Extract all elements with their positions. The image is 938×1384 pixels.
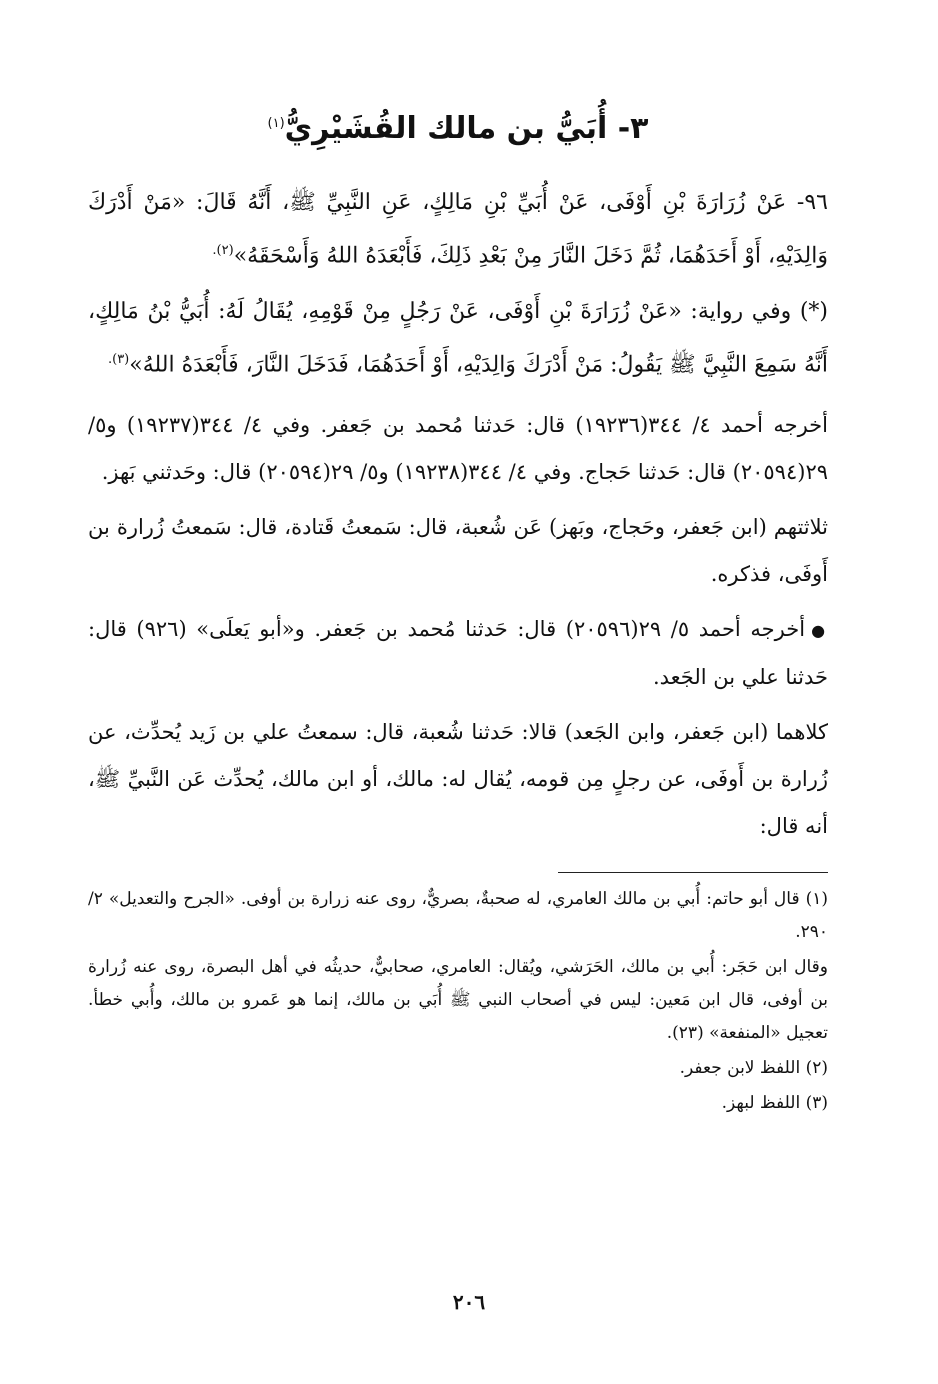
kilahuma-paragraph: كلاهما (ابن جَعفر، وابن الجَعد) قالا: حَدثنا شُعبة، قال: سمعتُ علي بن زَيد يُحدِّث، عن زُرارة بن أَوفَى، عن رجلٍ مِن قومه، يُقال له: مالك، أو ابن مالك، يُحدِّث عَن النَّبيِّ ﷺ، أنه قال: (88, 719, 828, 838)
footnote-1: (١) قال أبو حاتم: أُبي بن مالك العامري، له صحبةٌ، بصريٌّ، روى عنه زرارة بن أوفى. «الجرح والتعديل» ٢/ ٢٩٠. (88, 888, 828, 942)
footnote-ref-3: (٣). (107, 352, 130, 368)
footnote-3: (٣) اللفظ لبهز. (721, 1092, 828, 1113)
riwaya-text: (*) وفي رواية: «عَنْ زُرَارَةَ بْنِ أَوْفَى، عَنْ رَجُلٍ مِنْ قَوْمِهِ، يُقَالُ لَهُ: أُبَيُّ بْنُ مَالِكٍ، أَنَّهُ سَمِعَ النَّبِيَّ ﷺ يَقُولُ: مَنْ أَدْرَكَ وَالِدَيْهِ، أَوْ أَحَدَهُمَا، فَدَخَلَ النَّارَ، فَأَبْعَدَهُ اللهُ» (88, 299, 828, 378)
footnotes-section (88, 883, 828, 1120)
footnote-ref-2: (٢). (212, 243, 234, 258)
takhrij-paragraph-2 (88, 606, 828, 701)
footnote-1-continued: وقال ابن حَجَر: أُبي بن مالك، الحَرَشي، ويُقال: العامري، صحابيٌّ، حديثُه في أهل البصرة، روى عنه زُرارة بن أوفى، قال ابن مَعين: ليس في أصحاب النبي ﷺ أُبَي بن مالك، إنما هو عَمرو بن مالك، وأُبي خطأ. تعجيل «المنفعة» (٢٣). (88, 956, 828, 1043)
page-number: ٢٠٦ (452, 1290, 486, 1314)
book-page (88, 100, 828, 1122)
takhrij-paragraph-1: أخرجه أحمد ٤/ ٣٤٤(١٩٢٣٦) قال: حَدثنا مُحمد بن جَعفر. وفي ٤/ ٣٤٤(١٩٢٣٧) و٥/ ٢٩(٢٠٥٩٤) قال: حَدثنا حَجاج. وفي ٤/ ٣٤٤(١٩٢٣٨) و٥/ ٢٩(٢٠٥٩٤) قال: وحَدثني بَهز. (88, 412, 828, 484)
bullet-icon: ● (811, 620, 828, 640)
chapter-title (88, 100, 828, 153)
riwaya-paragraph (88, 288, 828, 389)
takhrij-2-text: أخرجه أحمد ٥/ ٢٩(٢٠٥٩٦) قال: حَدثنا مُحمد بن جَعفر. و«أبو يَعلَى» (٩٢٦) قال: حَدثنا علي بن الجَعد. (88, 616, 828, 689)
footnote-divider (558, 872, 828, 873)
chapter-title-text: ٣- أُبَيُّ بن مالك القُشَيْرِيُّ (284, 111, 649, 146)
hadith-text: ٩٦- عَنْ زُرَارَةَ بْنِ أَوْفَى، عَنْ أُبَيِّ بْنِ مَالِكٍ، عَنِ النَّبِيِّ ﷺ، أَنَّهُ قَالَ: «مَنْ أَدْرَكَ وَالِدَيْهِ، أَوْ أَحَدَهُمَا، ثُمَّ دَخَلَ النَّارَ مِنْ بَعْدِ ذَلِكَ، فَأَبْعَدَهُ اللهُ وَأَسْحَقَهُ» (88, 190, 828, 269)
hadith-paragraph (88, 179, 828, 280)
footnote-ref-1: (١) (267, 116, 285, 131)
thalathatuhum-paragraph: ثلاثتهم (ابن جَعفر، وحَجاج، وبَهز) عَن شُعبة، قال: سَمعتُ قَتادة، قال: سَمعتُ زُرارة بن أَوفَى، فذكره. (88, 514, 828, 586)
footnote-2: (٢) اللفظ لابن جعفر. (679, 1057, 828, 1078)
